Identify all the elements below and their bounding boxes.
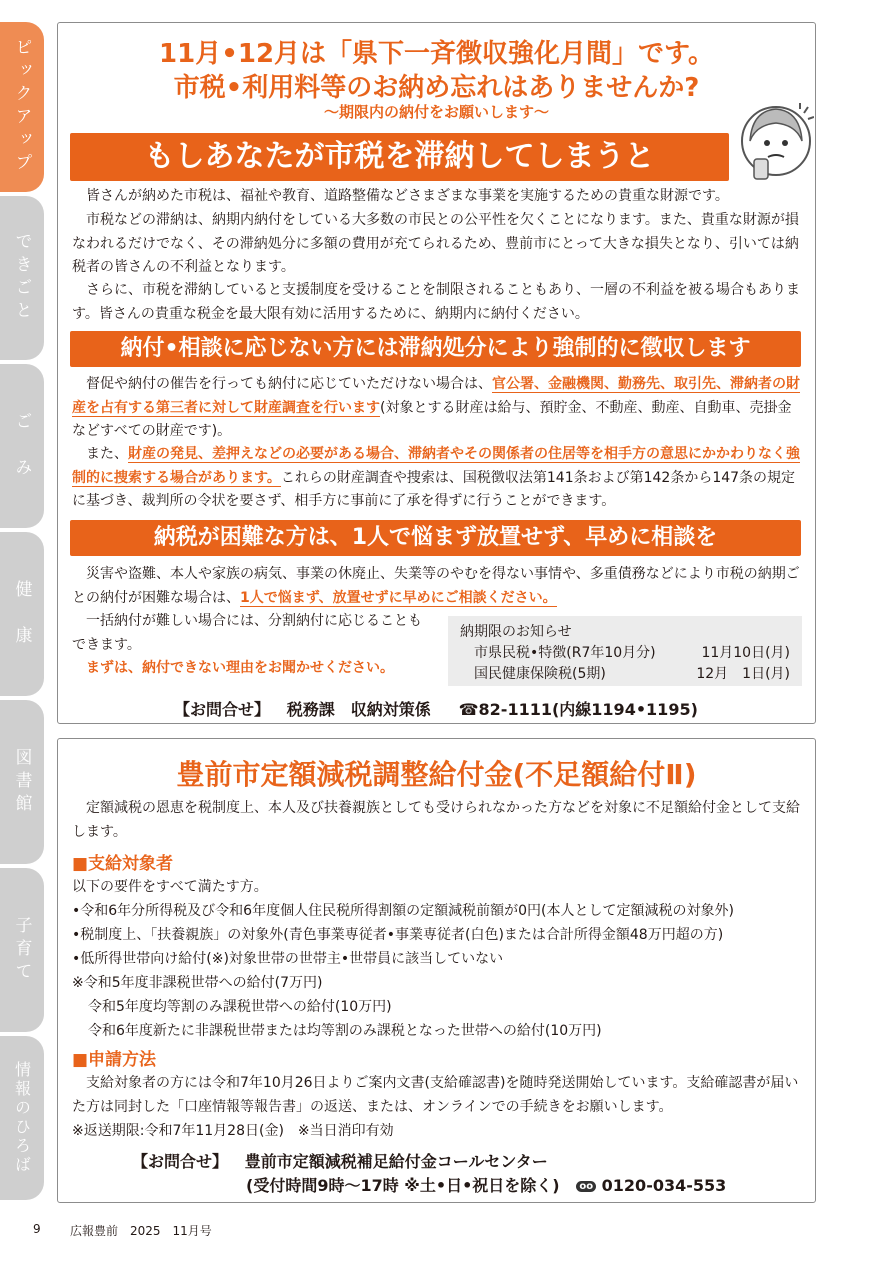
article1-paragraph-3: さらに、市税を滞納していると支援制度を受けることを制限されることもあり、一層の不利益を被る場合もあります。皆さんの貴重な税金を最大限有効に活用するために、納期内に納付ください。 [72, 282, 800, 322]
banner-forced-collection: 納付•相談に応じない方には滞納処分により強制的に徴収します [70, 331, 801, 367]
eligibility-note: 令和5年度均等割のみ課税世帯への給付(10万円) [88, 999, 392, 1015]
article1-paragraph-7: 一括納付が難しい場合には、分割納付に応じることもできます。 [72, 613, 422, 653]
highlight-consult-early: 1人で悩まず、放置せずに早めにご相談ください。 [240, 589, 557, 606]
article2-title: 豊前市定額減税調整給付金(不足額給付Ⅱ) [176, 758, 697, 791]
contact-phone: ☎82-1111(内線1194•1195) [458, 700, 698, 719]
eligibility-item: •令和6年分所得税及び令和6年度個人住民税所得割額の定額減税前額が0円(本人として定額減税の対象外) [72, 903, 734, 919]
article1-paragraph-2: 市税などの滞納は、納期内納付をしている大多数の市民との公平性を欠くことになります。また、貴重な財源が損なわれるだけでなく、その滞納処分に多額の費用が充てられるため、豊前市にとって大きな損失となり、引いては納税者の皆さんの不利益となります。 [72, 212, 799, 275]
contact-label: 【お問合せ】 [132, 1152, 229, 1171]
article1-paragraph-5: また、財産の発見、差押えなどの必要がある場合、滞納者やその関係者の住居等を相手方の意思にかかわりなく強制的に捜索する場合があります。これらの財産調査や捜索は、国税徴収法第141条および第142条から147条の規定に基づき、裁判所の令状を要さず、相手方に事前に了承を得ずに行うことができます。 [72, 446, 800, 509]
tab-events[interactable]: できごと [0, 196, 44, 360]
contact-department: 税務課 収納対策係 [286, 700, 431, 719]
article1-title-line2: 市税•利用料等のお納め忘れはありませんか? [173, 73, 700, 103]
contact-phone: 0120-034-553 [601, 1176, 727, 1195]
banner-consult-early: 納税が困難な方は、1人で悩まず放置せず、早めに相談を [70, 520, 801, 556]
notice-row: 市県民税•特徴(R7年10月分) 11月10日(月) [474, 645, 790, 661]
article-tax-adjustment-benefit [57, 738, 816, 1203]
eligibility-lead: 以下の要件をすべて満たす方。 [72, 879, 268, 895]
highlight-forced-search: 財産の発見、差押えなどの必要がある場合、滞納者やその関係者の住居等を相手方の意思にかかわりなく強制的に捜索する場合があります。 [72, 446, 800, 486]
tab-library[interactable]: 図書館 [0, 700, 44, 864]
banner-if-delinquent: もしあなたが市税を滞納してしまうと [70, 133, 729, 181]
section-eligibility: ■支給対象者 [72, 854, 174, 874]
eligibility-item: •税制度上、「扶養親族」の対象外(青色事業専従者•事業専従者(白色)または合計所得金額48万円超の方) [72, 927, 724, 943]
contact-label: 【お問合せ】 [174, 700, 271, 719]
tab-info-square[interactable]: 情報のひろば [0, 1036, 44, 1200]
section-application: ■申請方法 [72, 1050, 157, 1070]
article1-paragraph-6: 災害や盗難、本人や家族の病気、事業の休廃止、失業等のやむを得ない事情や、多重債務などにより市税の納期ごとの納付が困難な場合は、1人で悩まず、放置せずに早めにご相談ください。 [72, 566, 800, 606]
tab-childcare[interactable]: 子育て [0, 868, 44, 1032]
tab-pickup[interactable]: ピックアップ [0, 22, 44, 192]
article-tax-collection [57, 22, 816, 724]
tab-garbage[interactable]: ご み [0, 364, 44, 528]
article1-paragraph-4: 督促や納付の催告を行っても納付に応じていただけない場合は、官公署、金融機関、勤務先、取引先、滞納者の財産を占有する第三者に対して財産調査を行います(対象とする財産は給与、預貯金、不動産、動産、自動車、売掛金などすべての財産です)。 [72, 376, 800, 439]
due-date-notice [448, 616, 802, 686]
eligibility-note: 令和6年度新たに非課税世帯または均等割のみ課税となった世帯への給付(10万円) [88, 1023, 602, 1039]
free-dial-icon: oo [576, 1181, 596, 1192]
contact-hours: (受付時間9時〜17時 ※土•日•祝日を除く) [246, 1176, 560, 1195]
article1-subtitle: 〜期限内の納付をお願いします〜 [323, 103, 549, 121]
article1-title-line1: 11月•12月は「県下一斉徴収強化月間」です。 [159, 39, 714, 69]
eligibility-note: ※令和5年度非課税世帯への給付(7万円) [72, 975, 323, 991]
tab-health[interactable]: 健 康 [0, 532, 44, 696]
page-number: 9 [33, 1222, 41, 1236]
contact-call-center: 豊前市定額減税補足給付金コールセンター [244, 1152, 548, 1171]
worried-person-icon [738, 101, 814, 183]
article2-intro: 定額減税の恩恵を税制度上、本人及び扶養親族としても受けられなかった方などを対象に不足額給付金として支給します。 [72, 800, 800, 840]
highlight-tell-reason: まずは、納付できない理由をお聞かせください。 [86, 660, 394, 676]
publication-name: 広報豊前 2025 11月号 [70, 1224, 212, 1238]
article1-paragraph-8 [72, 657, 435, 681]
article2-contact-hours [246, 1173, 726, 1196]
article2-contact [132, 1149, 548, 1172]
article1-paragraph-1: 皆さんが納めた市税は、福祉や教育、道路整備などさまざまな事業を実施するための貴重な財源です。 [86, 188, 729, 204]
application-body: 支給対象者の方には令和7年10月26日よりご案内文書(支給確認書)を随時発送開始しています。支給確認書が届いた方は同封した「口座情報等報告書」の返送、または、オンラインでの手続きをお願いします。 [72, 1075, 799, 1115]
application-note: ※返送期限:令和7年11月28日(金) ※当日消印有効 [72, 1123, 394, 1139]
article1-contact [174, 697, 698, 720]
notice-title: 納期限のお知らせ [460, 624, 572, 640]
highlight-property-investigation: 官公署、金融機関、勤務先、取引先、滞納者の財産を占有する第三者に対して財産調査を行います [72, 376, 800, 416]
notice-row: 国民健康保険税(5期) 12月 1日(月) [474, 666, 790, 682]
eligibility-item: •低所得世帯向け給付(※)対象世帯の世帯主•世帯員に該当していない [72, 951, 504, 967]
